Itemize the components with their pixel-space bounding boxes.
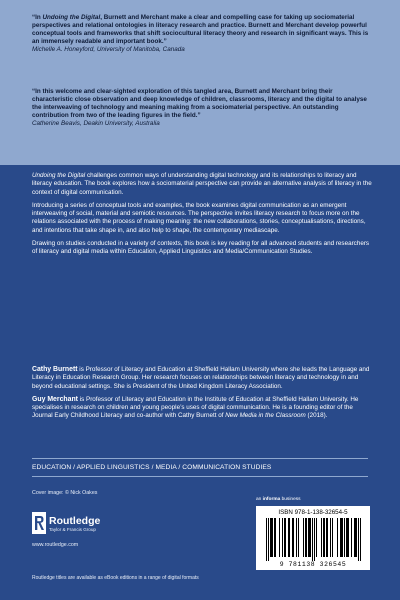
barcode-bar [355,518,356,557]
description-paragraph-1 [32,172,372,197]
isbn-label: ISBN 978-1-138-32654-5 [278,509,348,516]
publisher-website: www.routledge.com [32,542,79,548]
barcode-bar [326,518,327,557]
barcode-bar [360,518,361,561]
barcode-bar [285,518,286,557]
barcode-bar [282,518,283,557]
barcode-bar [303,518,304,557]
barcode-bar [314,518,315,561]
bio-2-book-title: New Media in the Classroom [225,412,306,420]
barcode-bar [271,518,272,557]
ean13-barcode [260,518,366,561]
publisher-logo [32,512,101,560]
quote-1-prefix: “In [32,14,43,21]
informa-brand: informa [262,497,281,502]
barcode-bar [346,518,347,557]
barcode-bar [348,518,349,557]
description-paragraph-3: Drawing on studies conducted in a variety of contexts, this book is key reading for all advanced students and researchers of literacy and digital media within Education, Applied Linguistics and Media/Communication Studies. [32,240,370,256]
barcode-bar [309,518,310,557]
routledge-r-mark-icon [32,512,46,534]
quote-2-text: “In this welcome and clear-sighted exploration of this tangled area, Burnett and Merchant bring their characteristic close observation and deep knowledge of children, classrooms, literacy and the digital to analyse the interweaving of technology and meaning making from a sociomaterial perspective. An outstanding contribution from two of the leading figures in the field.” [32,88,367,120]
barcode-bar [340,518,341,557]
barcode-digits: 9 781138 326545 [279,561,347,568]
barcode-bar [342,518,343,557]
barcode-bar [330,518,331,557]
barcode-bar [266,518,267,561]
barcode-bar [312,518,313,561]
barcode-bar [356,518,357,557]
quote-1-text: , Burnett and Merchant make a clear and compelling case for taking up sociomaterial perspectives and relational ontologies in literacy research and practice. Burnett and Merchant develop powerful conceptual tools and frameworks that shift sociocultural literacy theory and research in significant ways. This is an immensely readable and important book.” [32,14,369,46]
barcode-bar [332,518,333,557]
barcode-bar [272,518,273,557]
informa-prefix: an [256,497,263,502]
informa-business-line [256,497,301,502]
barcode-bar [327,518,328,557]
barcode-bar [324,518,325,557]
barcode-bar [298,518,299,557]
bio-cathy-burnett [32,366,372,391]
quote-1-attribution: Michelle A. Honeyford, University of Manitoba, Canada [32,46,185,54]
subject-categories: EDUCATION / APPLIED LINGUISTICS / MEDIA / COMMUNICATION STUDIES [32,464,272,471]
barcode-bar [289,518,290,557]
cover-image-credit: Cover image: © Nick Oakes [32,490,98,496]
barcode-bar [310,518,311,557]
publisher-group: Taylor & Francis Group [49,527,96,532]
barcode-bar [321,518,322,557]
barcode-bar [347,518,348,557]
barcode-bar [358,518,359,561]
bio-2-text: is Professor of Literacy and Education in the Institute of Education at Sheffield Hallam University. He specialises in research on children and young people’s uses of digital communication. He is a founding editor of the Journal Early Childhood Literacy and co-author with Cathy Burnett of [32,395,359,420]
subjects-rule-top [32,458,368,459]
barcode-bar [344,518,345,557]
barcode-bar [337,518,338,557]
barcode-bar [275,518,276,557]
barcode-bar [293,518,294,557]
bio-2-name: Guy Merchant [32,395,78,403]
bio-1-name: Cathy Burnett [32,366,78,373]
bio-guy-merchant [32,396,372,421]
barcode-bar [351,518,352,557]
barcode-bar [305,518,306,557]
barcode-bar [341,518,342,557]
barcode-bar [270,518,271,557]
ebook-availability-note: Routledge titles are available as eBook editions in a range of digital formats [32,575,199,581]
description-paragraph-2: Introducing a series of conceptual tools and examples, the book examines digital communication as an emergent interweaving of social, material and semiotic resources. The perspective invites literacy research to focus more on the relations associated with the process of making meaning: the new collaborations, stories, conceptualisations, directions, and intentions that take shape in, and also help to shape, the contemporary mediascape. [32,201,366,234]
quote-2-attribution: Catherine Beavis, Deakin University, Australia [32,120,160,128]
barcode-bar [292,518,293,557]
bio-1-text: is Professor of Literacy and Education at Sheffield Hallam University where she leads the Language and Literacy in Education Research Group. Her research focuses on relationships between literacy and technology in and beyond educational settings. She is President of the United Kingdom Literacy Association. [32,366,370,390]
subjects-rule-bottom [32,476,368,477]
barcode-bar [316,518,317,557]
barcode-bar [354,518,355,557]
description-book-title: Undoing the Digital [32,172,86,179]
barcode-bar [288,518,289,557]
author-bios [32,366,372,426]
barcode-bar [296,518,297,557]
barcode-bar [308,518,309,557]
book-description [32,172,372,262]
barcode-bar [323,518,324,557]
barcode-block [256,506,370,570]
publisher-name: Routledge [49,515,101,527]
barcode-bar [279,518,280,557]
quote-1-book-title: Undoing the Digital [42,14,101,21]
bio-2-text-end: (2018). [305,412,328,420]
informa-suffix: business [280,497,301,502]
description-p1-text: challenges common ways of understanding digital technology and its relationships to literacy and literacy education. The book explores how a sociomaterial perspective can provide an alternative analysis of literacy in the context of digital communication. [32,172,372,196]
endorsement-quote-1 [32,14,372,54]
barcode-bar [274,518,275,557]
barcode-bar [284,518,285,557]
endorsement-quote-2 [32,88,372,128]
barcode-bar [306,518,307,557]
barcode-bar [268,518,269,561]
